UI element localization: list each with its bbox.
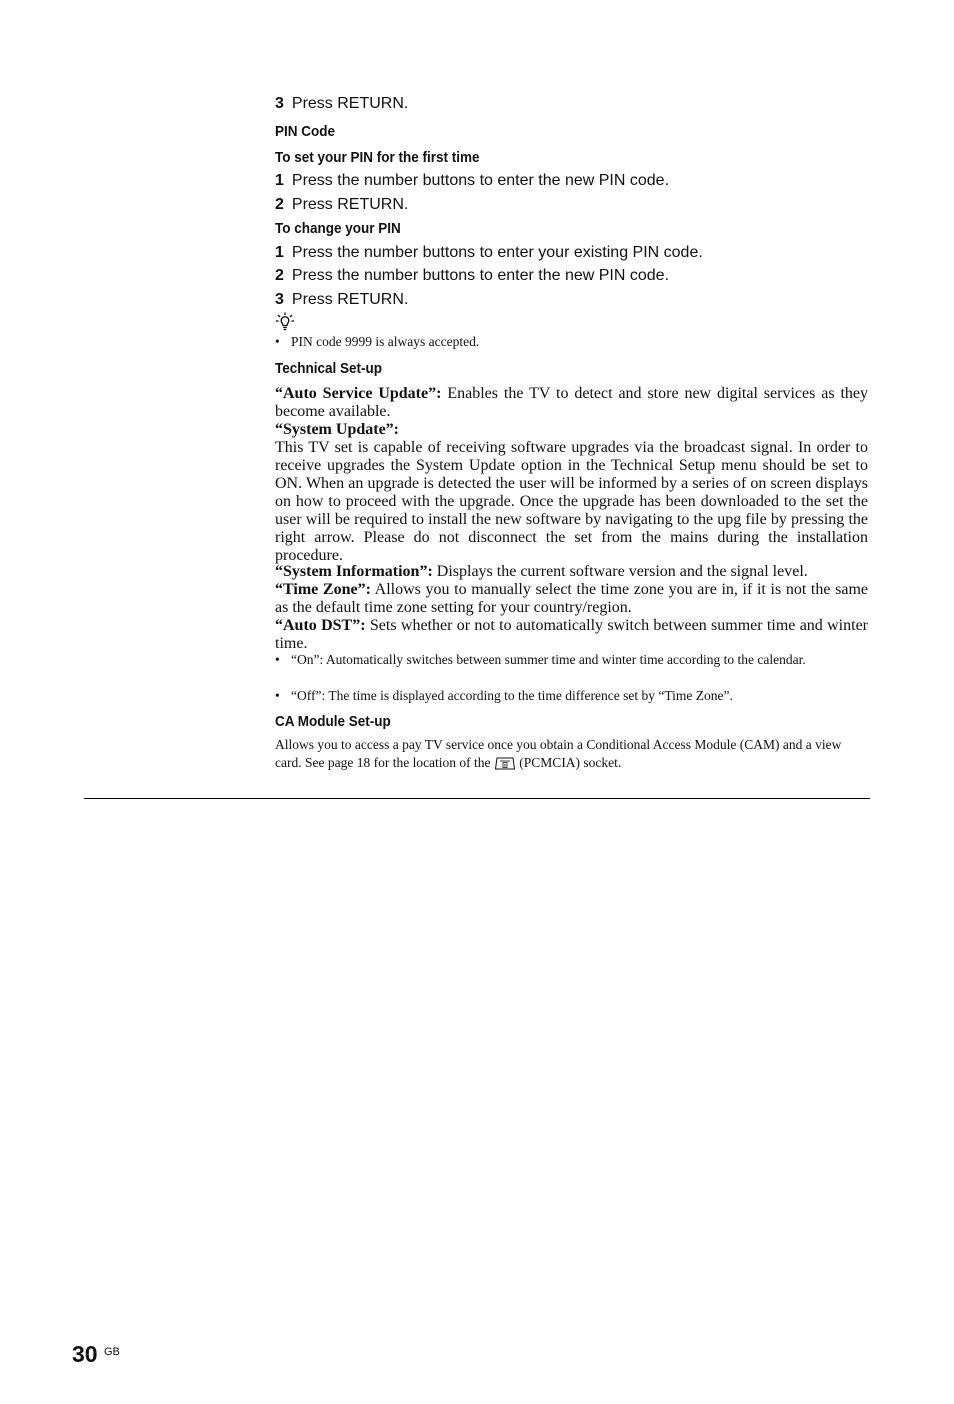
page-number: 30: [72, 1341, 98, 1367]
tip-lightbulb-icon: [275, 312, 295, 332]
first-time-heading: To set your PIN for the first time: [275, 149, 480, 166]
tip-pin-9999: • PIN code 9999 is always accepted.: [275, 334, 480, 349]
section-divider: [84, 798, 870, 799]
change-pin-step-3: 3 Press RETURN.: [275, 291, 409, 308]
ca-module-heading: CA Module Set-up: [275, 713, 391, 730]
change-pin-heading: To change your PIN: [275, 220, 401, 237]
auto-dst-off-bullet: • “Off”: The time is displayed according to the time difference set by “Time Zone”.: [275, 688, 733, 703]
pcmcia-slot-icon: [494, 756, 516, 771]
time-zone-paragraph: “Time Zone”: Allows you to manually select the time zone you are in, if it is not the same as the default time zone setting for your country/region.: [275, 581, 868, 616]
step-3-press-return: 3 Press RETURN.: [275, 95, 409, 112]
first-time-step-2: 2 Press RETURN.: [275, 196, 409, 213]
first-time-step-1: 1 Press the number buttons to enter the new PIN code.: [275, 172, 670, 189]
auto-service-update-paragraph: “Auto Service Update”: Enables the TV to detect and store new digital services as they become available.: [275, 385, 869, 420]
ca-module-paragraph: Allows you to access a pay TV service once you obtain a Conditional Access Module (CAM) and a view card. See page 18 for the location of the (PCMCIA) socket.: [275, 737, 842, 770]
page-number-suffix: GB: [104, 1346, 120, 1358]
change-pin-step-2: 2 Press the number buttons to enter the new PIN code.: [275, 267, 670, 284]
technical-setup-heading: Technical Set-up: [275, 360, 383, 377]
system-update-term: “System Update”:: [275, 421, 399, 438]
system-information-paragraph: “System Information”: Displays the current software version and the signal level.: [275, 563, 808, 580]
change-pin-step-1: 1 Press the number buttons to enter your existing PIN code.: [275, 244, 703, 261]
pin-code-heading: PIN Code: [275, 123, 336, 140]
auto-dst-on-bullet: • “On”: Automatically switches between summer time and winter time according to the calendar.: [275, 652, 806, 667]
system-update-paragraph: This TV set is capable of receiving software upgrades via the broadcast signal. In order to receive upgrades the System Update option in the Technical Setup menu should be set to ON. When an upgrade is detected the user will be informed by a series of on screen displays on how to proceed with the upgrade. Once the upgrade has been downloaded to the set the user will be required to install the new software by navigating to the upg file by pressing the right arrow. Please do not disconnect the set from the mains during the installation procedure.: [275, 439, 868, 564]
auto-dst-paragraph: “Auto DST”: Sets whether or not to automatically switch between summer time and winter time.: [275, 617, 868, 652]
